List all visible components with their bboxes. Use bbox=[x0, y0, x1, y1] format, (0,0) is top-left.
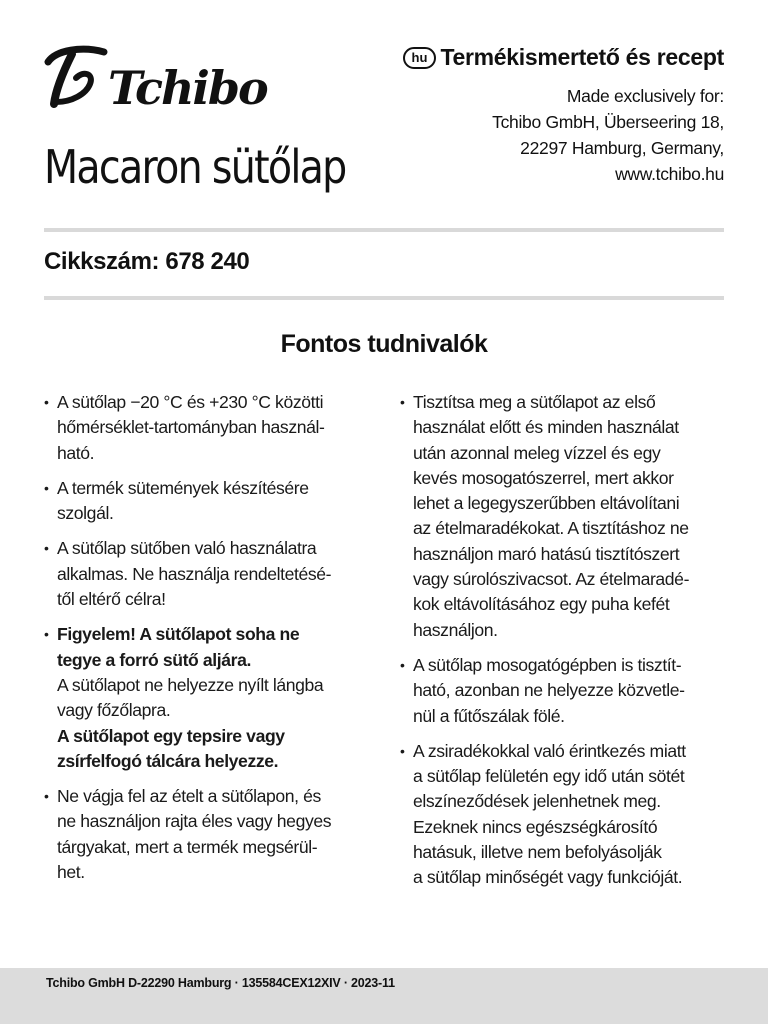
address-line: Made exclusively for: bbox=[566, 86, 724, 106]
warning-item: • Figyelem! A sütőlapot soha ne tegye a forró sütő aljára. A sütőlapot ne helyezze nyílt lángba vagy főzőlapra. A sütőlapot egy tepsire vagy zsírfelfogó tálcára helyezze. bbox=[44, 622, 374, 774]
manufacturer-address bbox=[403, 83, 724, 187]
website-link[interactable]: www.tchibo.hu bbox=[615, 164, 724, 184]
list-item: • A sütőlap sütőben való használatra alkalmas. Ne használja rendeltetésé- től eltérő célra! bbox=[44, 536, 374, 612]
product-title: Macaron sütőlap bbox=[44, 140, 346, 194]
address-line: 22297 Hamburg, Germany, bbox=[520, 138, 724, 158]
address-line: Tchibo GmbH, Überseering 18, bbox=[492, 112, 724, 132]
list-item: • Ne vágja fel az ételt a sütőlapon, és ne használjon rajta éles vagy hegyes tárgyakat, mert a termék megsérül- het. bbox=[44, 784, 374, 885]
list-item: • A zsiradékokkal való érintkezés miatt a sütőlap felületén egy idő után sötét elszíneződések jelenhetnek meg. Ezeknek nincs egészségkárosító hatásuk, illetve nem befolyásolják a sütőlap minőségét vagy funkcióját. bbox=[400, 739, 730, 891]
tchibo-logo bbox=[42, 40, 292, 112]
footer-text: Tchibo GmbH D-22290 Hamburg · 135584CEX12XIV · 2023-11 bbox=[46, 976, 395, 990]
list-item: • A sütőlap mosogatógépben is tisztít- ható, azonban ne helyezze közvetle- nül a fűtőszálak fölé. bbox=[400, 653, 730, 729]
header-info bbox=[403, 44, 724, 187]
right-column bbox=[400, 390, 730, 901]
section-heading: Fontos tudnivalók bbox=[280, 330, 488, 358]
list-item: • A sütőlap −20 °C és +230 °C közötti hőmérséklet-tartományban használ- ható. bbox=[44, 390, 374, 466]
document-type: Termékismertető és recept bbox=[440, 44, 724, 70]
article-number: Cikkszám: 678 240 bbox=[44, 248, 250, 275]
list-item: • Tisztítsa meg a sütőlapot az első használat előtt és minden használat után azonnal meleg vízzel és egy kevés mosogatószerrel, mert akkor lehet a legegyszerűbben eltávolítani az ételmaradékokat. A tisztításhoz ne használjon maró hatású tisztítószert vagy súrolószivacsot. Az ételmaradé- kok eltávolításához egy puha kefét használjon. bbox=[400, 390, 730, 643]
list-item: • A termék sütemények készítésére szolgál. bbox=[44, 476, 374, 527]
document-type-line bbox=[403, 44, 724, 71]
footer-bar bbox=[0, 968, 768, 1024]
left-column bbox=[44, 390, 374, 895]
svg-text:Tchibo: Tchibo bbox=[108, 61, 267, 112]
language-badge: hu bbox=[403, 47, 437, 69]
divider bbox=[44, 228, 724, 232]
divider bbox=[44, 296, 724, 300]
